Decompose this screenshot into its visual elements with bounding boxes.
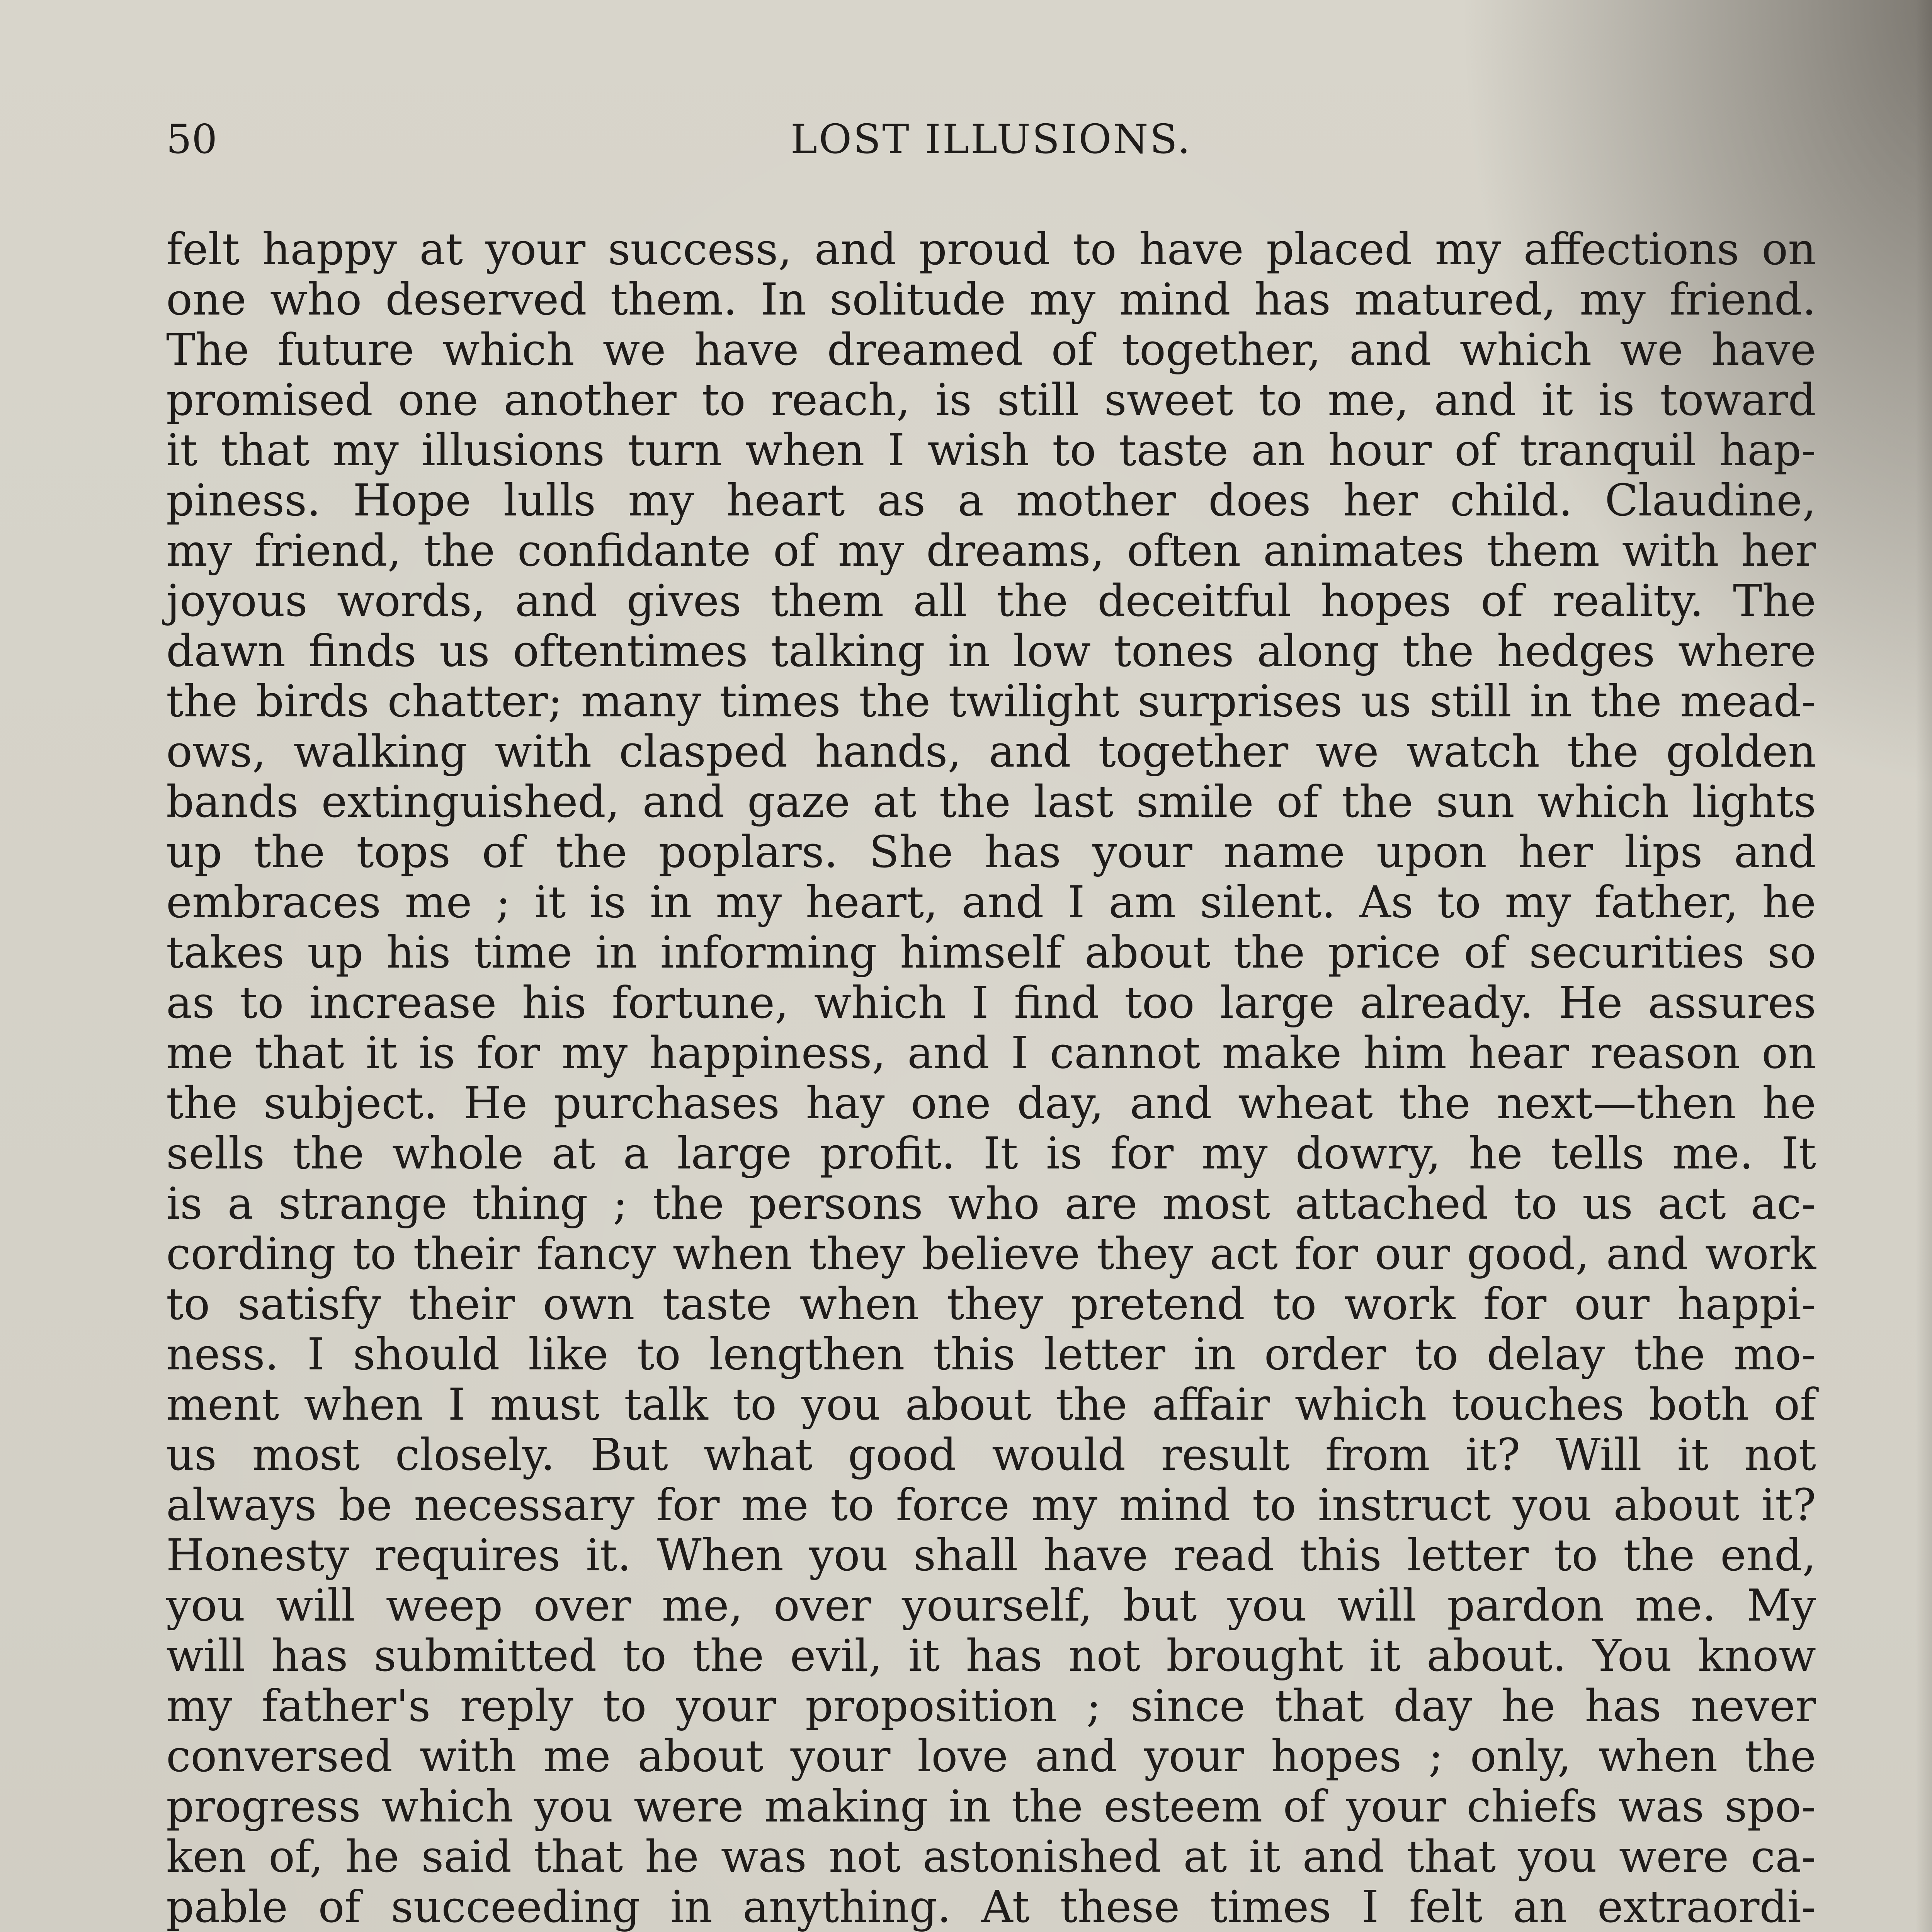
text-line: pable of succeeding in anything. At these times I felt an extraordi- xyxy=(166,1881,1816,1932)
text-line: Honesty requires it. When you shall have read this letter to the end, xyxy=(166,1530,1816,1581)
text-line: to satisfy their own taste when they pretend to work for our happi- xyxy=(166,1279,1816,1330)
page-number: 50 xyxy=(166,116,218,163)
text-line: progress which you were making in the esteem of your chiefs was spo- xyxy=(166,1781,1816,1832)
text-line: the birds chatter; many times the twilight surprises us still in the mead- xyxy=(166,676,1816,727)
text-line: promised one another to reach, is still sweet to me, and it is toward xyxy=(166,374,1816,425)
text-line: conversed with me about your love and your hopes ; only, when the xyxy=(166,1731,1816,1782)
running-head xyxy=(166,112,1816,166)
running-title: LOST ILLUSIONS. xyxy=(790,116,1192,163)
text-line: felt happy at your success, and proud to have placed my affections on xyxy=(166,224,1816,275)
text-line: ows, walking with clasped hands, and together we watch the golden xyxy=(166,726,1816,777)
text-line: you will weep over me, over yourself, but you will pardon me. My xyxy=(166,1580,1816,1631)
text-line: will has submitted to the evil, it has not brought it about. You know xyxy=(166,1630,1816,1681)
text-line: embraces me ; it is in my heart, and I am silent. As to my father, he xyxy=(166,877,1816,928)
text-line: ken of, he said that he was not astonished at it and that you were ca- xyxy=(166,1831,1816,1882)
text-line: joyous words, and gives them all the deceitful hopes of reality. The xyxy=(166,575,1816,626)
text-line: my father's reply to your proposition ; since that day he has never xyxy=(166,1680,1816,1731)
text-line: me that it is for my happiness, and I cannot make him hear reason on xyxy=(166,1027,1816,1078)
text-line: bands extinguished, and gaze at the last smile of the sun which lights xyxy=(166,776,1816,827)
text-line: is a strange thing ; the persons who are most attached to us act ac- xyxy=(166,1178,1816,1229)
body-text xyxy=(166,224,1816,1932)
text-line: us most closely. But what good would result from it? Will it not xyxy=(166,1429,1816,1480)
text-line: the subject. He purchases hay one day, and wheat the next—then he xyxy=(166,1078,1816,1129)
text-line: dawn finds us oftentimes talking in low tones along the hedges where xyxy=(166,626,1816,677)
text-line: The future which we have dreamed of together, and which we have xyxy=(166,324,1816,375)
text-line: cording to their fancy when they believe they act for our good, and work xyxy=(166,1228,1816,1279)
page-edge-shadow xyxy=(1916,0,1932,1932)
text-line: always be necessary for me to force my mind to instruct you about it? xyxy=(166,1480,1816,1531)
text-line: it that my illusions turn when I wish to taste an hour of tranquil hap- xyxy=(166,425,1816,476)
text-line: takes up his time in informing himself about the price of securities so xyxy=(166,927,1816,978)
text-line: one who deserved them. In solitude my mind has matured, my friend. xyxy=(166,274,1816,325)
text-line: up the tops of the poplars. She has your name upon her lips and xyxy=(166,827,1816,878)
text-line: as to increase his fortune, which I find too large already. He assures xyxy=(166,977,1816,1028)
text-line: ness. I should like to lengthen this letter in order to delay the mo- xyxy=(166,1329,1816,1380)
text-line: my friend, the confidante of my dreams, often animates them with her xyxy=(166,525,1816,576)
text-line: piness. Hope lulls my heart as a mother does her child. Claudine, xyxy=(166,475,1816,526)
text-line: ment when I must talk to you about the affair which touches both of xyxy=(166,1379,1816,1430)
text-line: sells the whole at a large profit. It is for my dowry, he tells me. It xyxy=(166,1128,1816,1179)
